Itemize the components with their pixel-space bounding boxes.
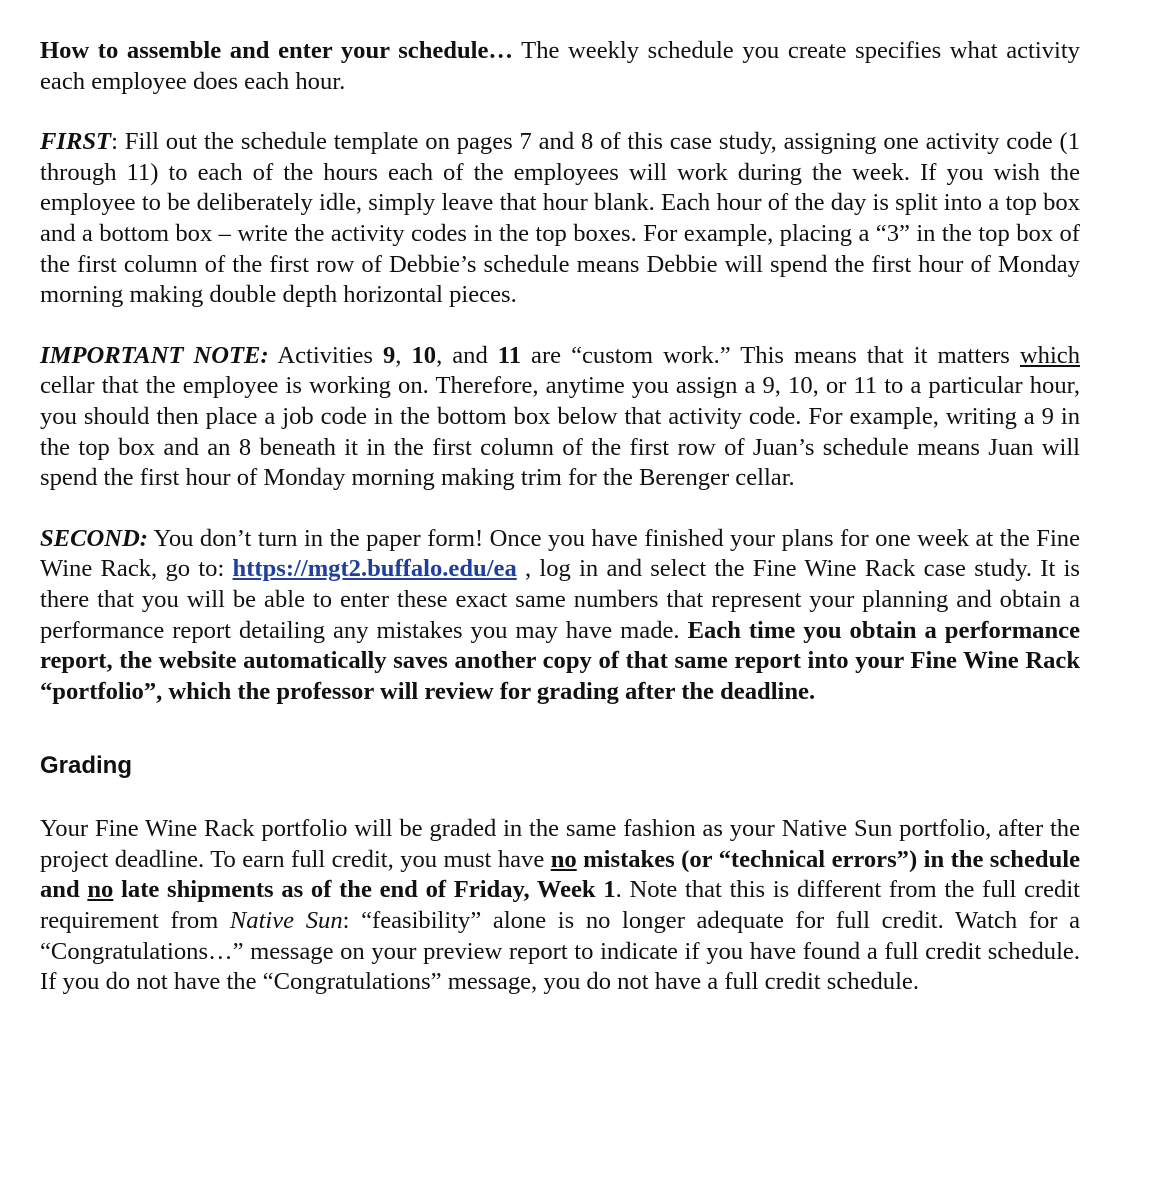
document-page: [40, 36, 1080, 998]
first-paragraph: [40, 127, 1080, 311]
first-label: FIRST: [40, 128, 112, 156]
activity-10: 10: [411, 341, 437, 369]
no-mistakes-underlined: no: [550, 845, 577, 873]
important-note-label: IMPORTANT NOTE:: [40, 341, 269, 369]
grading-bold-1: mistakes (or “technical errors”) in the schedule and: [40, 845, 1080, 904]
first-colon: :: [111, 128, 118, 156]
first-text: Fill out the schedule template on pages 7 and 8 of this case study, assigning one activity code (1 through 11) to each of the hours each of the employees will work during the week. If you wish the employee to be deliberately idle, simply leave that hour blank. Each hour of the day is split into a top box and a bottom box – write the activity codes in the top boxes. For example, placing a “3” in the top box of the first column of the first row of Debbie’s schedule means Debbie will spend the first hour of Monday morning making double depth horizontal pieces.: [40, 128, 1080, 309]
grading-bold-2: late shipments as of the end of Friday, Week 1: [113, 876, 616, 904]
which-underlined: which: [1019, 341, 1081, 369]
second-paragraph: SECOND: You don’t turn in the paper form! Once you have finished your plans for one week at the Fine Wine Rack, go to: https://mgt2.buffalo.edu/ea , log in and select the Fine Wine Rack case study. It is there that you will be able to enter these exact same numbers that represent your planning and obtain a performance report detailing any mistakes you may have made. Each time you obtain a performance report, the website automatically saves another copy of that same report into your Fine Wine Rack “portfolio”, which the professor will review for grading after the deadline.: [40, 524, 1080, 705]
intro-text: The weekly schedule you create specifies what activity each employee does each hour.: [40, 37, 1080, 95]
grading-paragraph: Your Fine Wine Rack portfolio will be graded in the same fashion as your Native Sun portfolio, after the project deadline. To earn full credit, you must have no mistakes (or “technical errors”) in the schedule and no late shipments as of the end of Friday, Week 1. Note that this is different from the full credit requirement from Native Sun: “feasibility” alone is no longer adequate for full credit. Watch for a “Congratulations…” message on your preview report to indicate if you have found a full credit schedule. If you do not have the “Congratulations” message, you do not have a full credit schedule.: [40, 815, 1080, 996]
activity-11: 11: [497, 341, 522, 369]
portfolio-note-bold: Each time you obtain a performance report, the website automatically saves another copy of that same report into your Fine Wine Rack “portfolio”, which the professor will review for grading after the deadline.: [40, 616, 1080, 705]
website-link[interactable]: https://mgt2.buffalo.edu/ea: [232, 555, 517, 583]
no-late-underlined: no: [87, 876, 114, 904]
intro-heading: How to assemble and enter your schedule…: [40, 37, 513, 64]
activity-9: 9: [382, 341, 396, 369]
second-label: SECOND:: [40, 524, 148, 552]
intro-paragraph: [40, 36, 1080, 97]
important-note-paragraph: IMPORTANT NOTE: Activities 9, 10, and 11 are “custom work.” This means that it matters which cellar that the employee is working on. Therefore, anytime you assign a 9, 10, or 11 to a particular hour, you should then place a job code in the bottom box below that activity code. For example, writing a 9 in the top box and an 8 beneath it in the first column of the first row of Juan’s schedule means Juan will spend the first hour of Monday morning making trim for the Berenger cellar.: [40, 341, 1081, 492]
native-sun-italic: Native Sun: [229, 907, 343, 935]
grading-heading: Grading: [40, 752, 133, 780]
